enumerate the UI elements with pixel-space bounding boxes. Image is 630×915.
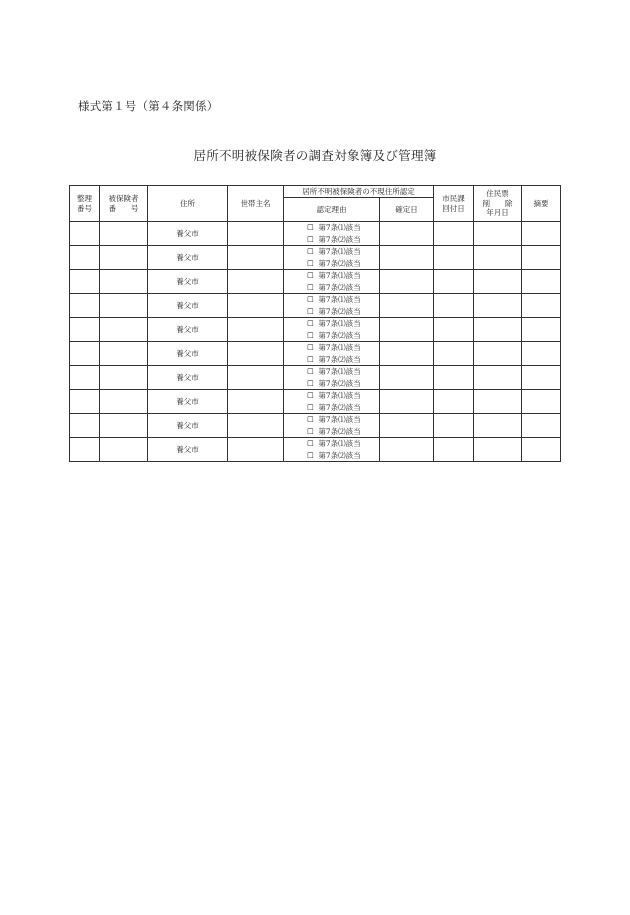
- cell-kakuteibi: [380, 390, 434, 414]
- cell-hihokensha-bango: [100, 270, 148, 294]
- table-row: [70, 390, 561, 414]
- cell-juminhyo-sakujo: [474, 366, 522, 390]
- checkbox-icon[interactable]: ☐: [306, 258, 314, 268]
- table-row: [70, 294, 561, 318]
- reason-option: [284, 282, 379, 294]
- cell-setainushi: [228, 222, 284, 246]
- cell-hihokensha-bango: [100, 366, 148, 390]
- reason-label: 第7条⑵該当: [318, 378, 361, 388]
- table-row: [70, 366, 561, 390]
- header-setainushi: 世帯主名: [228, 186, 284, 222]
- header-kakuteibi: 確定日: [380, 198, 434, 222]
- header-shiminka-kaifubi: 市民課 回付日: [434, 186, 474, 222]
- cell-nintei-riyu: [284, 366, 380, 390]
- cell-setainushi: [228, 390, 284, 414]
- cell-nintei-riyu: [284, 270, 380, 294]
- cell-shiminka-kaifubi: [434, 318, 474, 342]
- checkbox-icon[interactable]: ☐: [306, 234, 314, 244]
- reason-option: [284, 438, 379, 450]
- cell-nintei-riyu: [284, 246, 380, 270]
- cell-biko: [522, 414, 561, 438]
- cell-setainushi: [228, 366, 284, 390]
- cell-setainushi: [228, 342, 284, 366]
- checkbox-icon[interactable]: ☐: [306, 295, 314, 304]
- cell-kakuteibi: [380, 294, 434, 318]
- reason-option: [284, 330, 379, 342]
- cell-address: 養父市: [148, 366, 228, 390]
- cell-seiri-bango: [70, 342, 100, 366]
- reason-option: [284, 270, 379, 282]
- cell-juminhyo-sakujo: [474, 246, 522, 270]
- cell-nintei-riyu: [284, 222, 380, 246]
- reason-label: 第7条⑴該当: [318, 415, 361, 424]
- reason-option: [284, 306, 379, 318]
- reason-label: 第7条⑵該当: [318, 258, 361, 268]
- reason-label: 第7条⑴該当: [318, 223, 361, 232]
- cell-seiri-bango: [70, 390, 100, 414]
- cell-hihokensha-bango: [100, 246, 148, 270]
- cell-kakuteibi: [380, 222, 434, 246]
- cell-shiminka-kaifubi: [434, 246, 474, 270]
- checkbox-icon[interactable]: ☐: [306, 247, 314, 256]
- reason-option: [284, 450, 379, 462]
- reason-option: [284, 414, 379, 426]
- cell-setainushi: [228, 246, 284, 270]
- cell-juminhyo-sakujo: [474, 222, 522, 246]
- cell-juminhyo-sakujo: [474, 438, 522, 462]
- reason-option: [284, 258, 379, 270]
- cell-biko: [522, 318, 561, 342]
- cell-shiminka-kaifubi: [434, 438, 474, 462]
- cell-juminhyo-sakujo: [474, 294, 522, 318]
- checkbox-icon[interactable]: ☐: [306, 415, 314, 424]
- cell-nintei-riyu: [284, 318, 380, 342]
- cell-kakuteibi: [380, 318, 434, 342]
- cell-nintei-riyu: [284, 294, 380, 318]
- checkbox-icon[interactable]: ☐: [306, 271, 314, 280]
- reason-option: [284, 294, 379, 306]
- cell-setainushi: [228, 438, 284, 462]
- reason-label: 第7条⑵該当: [318, 234, 361, 244]
- cell-shiminka-kaifubi: [434, 342, 474, 366]
- cell-biko: [522, 270, 561, 294]
- checkbox-icon[interactable]: ☐: [306, 378, 314, 388]
- cell-shiminka-kaifubi: [434, 222, 474, 246]
- cell-seiri-bango: [70, 270, 100, 294]
- checkbox-icon[interactable]: ☐: [306, 319, 314, 328]
- reason-label: 第7条⑵該当: [318, 330, 361, 340]
- checkbox-icon[interactable]: ☐: [306, 223, 314, 232]
- cell-seiri-bango: [70, 222, 100, 246]
- reason-label: 第7条⑵該当: [318, 282, 361, 292]
- checkbox-icon[interactable]: ☐: [306, 450, 314, 460]
- table-row: [70, 342, 561, 366]
- reason-option: [284, 246, 379, 258]
- reason-label: 第7条⑵該当: [318, 402, 361, 412]
- reason-label: 第7条⑵該当: [318, 306, 361, 316]
- cell-biko: [522, 366, 561, 390]
- cell-address: 養父市: [148, 222, 228, 246]
- reason-option: [284, 318, 379, 330]
- cell-kakuteibi: [380, 270, 434, 294]
- reason-option: [284, 366, 379, 378]
- cell-biko: [522, 390, 561, 414]
- cell-seiri-bango: [70, 294, 100, 318]
- cell-kakuteibi: [380, 414, 434, 438]
- header-nintei-group: 居所不明被保険者の不現住所認定: [284, 186, 434, 198]
- cell-address: 養父市: [148, 438, 228, 462]
- checkbox-icon[interactable]: ☐: [306, 330, 314, 340]
- table-row: [70, 222, 561, 246]
- checkbox-icon[interactable]: ☐: [306, 306, 314, 316]
- cell-setainushi: [228, 318, 284, 342]
- reason-label: 第7条⑵該当: [318, 426, 361, 436]
- reason-label: 第7条⑴該当: [318, 391, 361, 400]
- cell-address: 養父市: [148, 270, 228, 294]
- reason-option: [284, 390, 379, 402]
- checkbox-icon[interactable]: ☐: [306, 367, 314, 376]
- table-row: [70, 270, 561, 294]
- reason-label: 第7条⑴該当: [318, 343, 361, 352]
- header-jusho: 住所: [148, 186, 228, 222]
- table-row: [70, 414, 561, 438]
- reason-option: [284, 426, 379, 438]
- table-row: [70, 438, 561, 462]
- cell-hihokensha-bango: [100, 222, 148, 246]
- cell-shiminka-kaifubi: [434, 366, 474, 390]
- cell-nintei-riyu: [284, 414, 380, 438]
- header-hihokensha-bango: 被保険者 番 号: [100, 186, 148, 222]
- cell-kakuteibi: [380, 342, 434, 366]
- cell-biko: [522, 294, 561, 318]
- cell-address: 養父市: [148, 318, 228, 342]
- cell-seiri-bango: [70, 246, 100, 270]
- reason-option: [284, 222, 379, 234]
- cell-biko: [522, 342, 561, 366]
- cell-address: 養父市: [148, 294, 228, 318]
- checkbox-icon[interactable]: ☐: [306, 439, 314, 448]
- reason-label: 第7条⑴該当: [318, 271, 361, 280]
- form-number-label: 様式第１号（第４条関係）: [78, 99, 219, 113]
- checkbox-icon[interactable]: ☐: [306, 426, 314, 436]
- reason-option: [284, 378, 379, 390]
- reason-label: 第7条⑵該当: [318, 354, 361, 364]
- reason-option: [284, 342, 379, 354]
- cell-nintei-riyu: [284, 438, 380, 462]
- cell-shiminka-kaifubi: [434, 270, 474, 294]
- cell-juminhyo-sakujo: [474, 390, 522, 414]
- reason-label: 第7条⑴該当: [318, 439, 361, 448]
- document-title: 居所不明被保険者の調査対象簿及び管理簿: [193, 148, 437, 163]
- reason-label: 第7条⑵該当: [318, 450, 361, 460]
- reason-label: 第7条⑴該当: [318, 247, 361, 256]
- reason-option: [284, 354, 379, 366]
- reason-label: 第7条⑴該当: [318, 295, 361, 304]
- cell-kakuteibi: [380, 438, 434, 462]
- cell-hihokensha-bango: [100, 414, 148, 438]
- cell-biko: [522, 438, 561, 462]
- reason-option: [284, 234, 379, 246]
- cell-nintei-riyu: [284, 390, 380, 414]
- cell-seiri-bango: [70, 414, 100, 438]
- cell-hihokensha-bango: [100, 390, 148, 414]
- reason-label: 第7条⑴該当: [318, 319, 361, 328]
- cell-kakuteibi: [380, 246, 434, 270]
- cell-biko: [522, 222, 561, 246]
- cell-setainushi: [228, 270, 284, 294]
- checkbox-icon[interactable]: ☐: [306, 402, 314, 412]
- cell-shiminka-kaifubi: [434, 390, 474, 414]
- cell-hihokensha-bango: [100, 318, 148, 342]
- cell-setainushi: [228, 294, 284, 318]
- checkbox-icon[interactable]: ☐: [306, 343, 314, 352]
- cell-address: 養父市: [148, 342, 228, 366]
- checkbox-icon[interactable]: ☐: [306, 282, 314, 292]
- cell-seiri-bango: [70, 366, 100, 390]
- cell-kakuteibi: [380, 366, 434, 390]
- cell-shiminka-kaifubi: [434, 294, 474, 318]
- reason-label: 第7条⑴該当: [318, 367, 361, 376]
- cell-address: 養父市: [148, 390, 228, 414]
- cell-juminhyo-sakujo: [474, 414, 522, 438]
- cell-seiri-bango: [70, 318, 100, 342]
- table-row: [70, 318, 561, 342]
- header-seiri-bango: 整理 番号: [70, 186, 100, 222]
- cell-hihokensha-bango: [100, 438, 148, 462]
- checkbox-icon[interactable]: ☐: [306, 354, 314, 364]
- header-nintei-riyu: 認定理由: [284, 198, 380, 222]
- checkbox-icon[interactable]: ☐: [306, 391, 314, 400]
- reason-option: [284, 402, 379, 414]
- table-row: [70, 246, 561, 270]
- cell-shiminka-kaifubi: [434, 414, 474, 438]
- cell-hihokensha-bango: [100, 342, 148, 366]
- cell-juminhyo-sakujo: [474, 318, 522, 342]
- cell-nintei-riyu: [284, 342, 380, 366]
- cell-seiri-bango: [70, 438, 100, 462]
- cell-address: 養父市: [148, 246, 228, 270]
- cell-juminhyo-sakujo: [474, 342, 522, 366]
- cell-hihokensha-bango: [100, 294, 148, 318]
- header-biko: 摘要: [522, 186, 561, 222]
- header-juminhyo-sakujo: 住民票 削 除 年月日: [474, 186, 522, 222]
- cell-address: 養父市: [148, 414, 228, 438]
- register-table: [69, 185, 561, 462]
- cell-setainushi: [228, 414, 284, 438]
- cell-juminhyo-sakujo: [474, 270, 522, 294]
- cell-biko: [522, 246, 561, 270]
